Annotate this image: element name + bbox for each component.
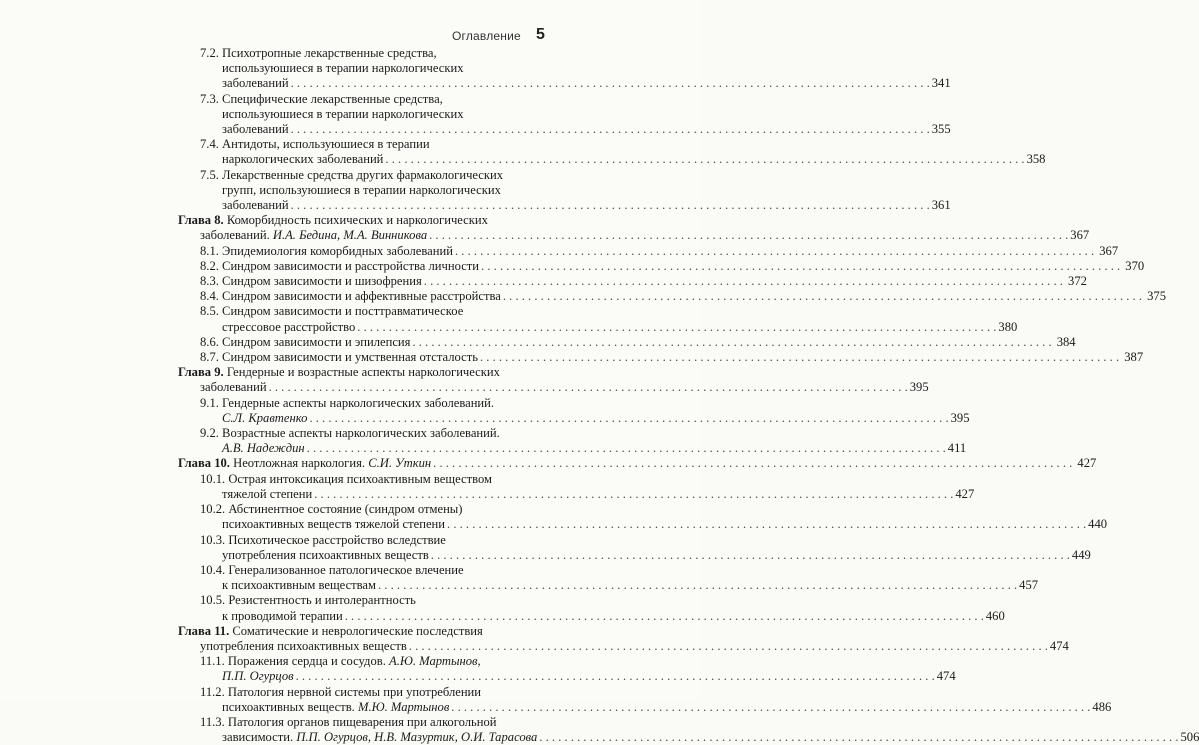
toc-page-number: 486 xyxy=(1092,699,1112,714)
toc-entry-line xyxy=(200,396,530,411)
toc-page-number: 506 xyxy=(1180,730,1199,745)
leader-dots xyxy=(433,456,1072,471)
toc-page-number: 395 xyxy=(909,380,929,395)
toc-chapter-entry[interactable] xyxy=(178,365,929,395)
toc-entry-last-line xyxy=(200,547,1091,563)
toc-chapter-entry[interactable] xyxy=(178,456,1097,471)
toc-entry-text: 8.5. Синдром зависимости и посттравматическое xyxy=(200,304,464,319)
toc-section-entry[interactable] xyxy=(178,274,1087,289)
toc-entry-text xyxy=(222,609,343,623)
toc-entry-text: 11.3. Патология органов пищеварения при алкогольной xyxy=(200,714,497,729)
toc-section-entry[interactable] xyxy=(178,334,1076,350)
toc-entry-last-line xyxy=(200,699,1112,715)
toc-entry-authors: М.Ю. Мартынов xyxy=(357,699,450,714)
toc-entry-line xyxy=(178,365,530,380)
toc-entry-text xyxy=(200,274,422,289)
toc-entry-last-line xyxy=(200,243,1119,259)
toc-section-entry[interactable] xyxy=(178,395,970,426)
toc-entry-text: заболеваний. xyxy=(200,228,270,243)
toc-entry-text: 9.2. Возрастные аспекты наркологических заболеваний. xyxy=(200,426,500,441)
toc-entry-text xyxy=(200,350,478,365)
toc-entry-text: зависимости. xyxy=(222,730,294,745)
toc-entry-text: 8.4. Синдром зависимости и аффективные расстройства xyxy=(200,289,501,304)
leader-dots xyxy=(296,669,935,683)
toc-entry-text: к психоактивным веществам xyxy=(222,578,376,593)
toc-page-number: 411 xyxy=(947,441,967,456)
toc-entry-text: 11.1. Поражения сердца и сосудов. xyxy=(200,654,386,669)
leader-dots xyxy=(481,259,1120,274)
leader-dots xyxy=(429,228,1068,242)
toc-entry-text xyxy=(222,152,383,166)
toc-entry-text xyxy=(222,76,289,90)
toc-entry-line xyxy=(200,563,530,578)
toc-section-entry[interactable] xyxy=(178,593,1005,623)
toc-entry-last-line xyxy=(200,122,951,137)
toc-page-number: 375 xyxy=(1147,289,1166,304)
toc-page-number: 358 xyxy=(1026,152,1046,167)
toc-page-number: 387 xyxy=(1124,350,1144,365)
toc-section-entry[interactable] xyxy=(178,167,951,214)
toc-entry-text: стрессовое расстройство xyxy=(222,319,356,334)
running-title: Оглавление xyxy=(452,29,521,43)
toc-entry-text xyxy=(222,578,376,592)
toc-page-number: 355 xyxy=(931,122,951,137)
toc-entry-text: 10.1. Острая интоксикация психоактивным веществом xyxy=(200,471,492,486)
toc-entry-authors: А.Ю. Мартынов, xyxy=(389,654,481,669)
toc-page-number: 341 xyxy=(931,76,951,91)
toc-page-number: 370 xyxy=(1125,258,1145,273)
chapter-label: Глава 11. xyxy=(178,623,230,638)
leader-dots xyxy=(480,350,1119,365)
toc-entry-last-line xyxy=(200,608,1005,624)
toc-section-entry[interactable] xyxy=(178,684,1112,715)
toc-section-entry[interactable] xyxy=(178,243,1119,259)
toc-entry-last-line xyxy=(200,578,1039,593)
leader-dots xyxy=(451,700,1090,714)
toc-entry-text: 10.2. Абстинентное состояние (синдром отмены) xyxy=(200,502,463,517)
toc-entry-line xyxy=(200,304,530,319)
toc-page-number: 384 xyxy=(1056,334,1076,349)
toc-entry-last-line xyxy=(200,441,967,456)
leader-dots xyxy=(378,578,1017,592)
toc-entry-text: 8.7. Синдром зависимости и умственная отсталость xyxy=(200,350,478,365)
toc-entry-text: Гендерные и возрастные аспекты наркологических xyxy=(226,365,500,380)
toc-entry-last-line xyxy=(178,638,1069,654)
toc-entry-line xyxy=(200,107,530,122)
toc-entry-last-line xyxy=(200,334,1076,350)
leader-dots xyxy=(314,487,953,501)
toc-entry-last-line xyxy=(200,350,1144,365)
toc-page-number: 361 xyxy=(931,198,951,213)
toc-entry-last-line xyxy=(200,274,1087,289)
toc-entry-line xyxy=(200,183,530,198)
toc-entry-authors: П.П. Огурцов xyxy=(222,669,294,684)
toc-entry-text: заболеваний xyxy=(222,76,289,91)
leader-dots xyxy=(345,609,984,623)
toc-entry-text xyxy=(178,456,431,471)
toc-entry-authors: П.П. Огурцов, Н.В. Мазуртик, О.И. Тарасова xyxy=(296,730,538,745)
leader-dots xyxy=(409,639,1048,653)
toc-entry-line xyxy=(200,502,530,517)
toc-entry-text xyxy=(222,700,449,714)
toc-entry-text xyxy=(222,198,289,212)
toc-page-number: 367 xyxy=(1070,228,1090,243)
toc-page-number: 395 xyxy=(950,410,970,425)
toc-entry-text: 7.5. Лекарственные средства других фармакологических xyxy=(200,167,504,182)
toc-entry-line xyxy=(200,533,530,548)
toc-entry-text xyxy=(200,380,267,394)
toc-entry-last-line xyxy=(178,228,1090,243)
toc-section-entry[interactable] xyxy=(178,471,975,502)
toc-chapter-entry[interactable] xyxy=(178,213,1090,243)
leader-dots xyxy=(539,730,1178,744)
toc-section-entry[interactable] xyxy=(178,502,1108,532)
toc-entry-last-line xyxy=(200,258,1145,274)
leader-dots xyxy=(269,380,908,394)
toc-page-number: 440 xyxy=(1088,517,1108,532)
toc-page-number: 474 xyxy=(936,669,956,684)
toc-entry-text: к проводимой терапии xyxy=(222,608,343,623)
chapter-label: Глава 10. xyxy=(178,456,230,471)
leader-dots xyxy=(357,320,996,334)
toc-section-entry[interactable] xyxy=(178,350,1144,365)
toc-section-entry[interactable] xyxy=(178,426,967,456)
toc-entry-last-line xyxy=(200,517,1108,532)
toc-entry-authors: И.А. Бедина, М.А. Винникова xyxy=(272,228,428,243)
leader-dots xyxy=(307,441,946,455)
toc-entry-authors: А.В. Надеждин xyxy=(222,441,305,456)
toc-entry-text: психоактивных веществ. xyxy=(222,699,355,714)
toc-entry-text: 10.4. Генерализованное патологическое влечение xyxy=(200,562,464,577)
leader-dots xyxy=(291,76,930,90)
toc-entry-text: наркологических заболеваний xyxy=(222,152,384,167)
toc-entry-last-line xyxy=(200,76,951,91)
toc-entry-text: 7.3. Специфические лекарственные средства, xyxy=(200,91,443,106)
toc-entry-line xyxy=(200,46,530,61)
toc-entry-text: заболеваний xyxy=(222,122,289,137)
toc-entry-text xyxy=(222,411,307,425)
toc-entry-text: 10.3. Психотическое расстройство вследствие xyxy=(200,532,446,547)
toc-entry-text xyxy=(200,335,410,350)
toc-entry-line xyxy=(200,654,530,669)
toc-section-entry[interactable] xyxy=(178,304,1018,334)
toc-entry-line xyxy=(200,685,530,700)
leader-dots xyxy=(385,152,1024,166)
toc-entry-text xyxy=(222,517,445,531)
table-of-contents xyxy=(178,46,1199,745)
chapter-label: Глава 9. xyxy=(178,365,224,380)
toc-entry-text: 8.2. Синдром зависимости и расстройства личности xyxy=(200,258,480,273)
toc-entry-last-line xyxy=(200,486,975,502)
toc-entry-text xyxy=(200,244,453,259)
toc-entry-text: Неотложная наркология. xyxy=(233,456,366,471)
toc-entry-line xyxy=(200,715,530,730)
toc-entry-line xyxy=(200,426,530,441)
toc-entry-last-line xyxy=(200,198,951,213)
toc-entry-line xyxy=(178,624,530,639)
toc-section-entry[interactable] xyxy=(178,654,956,684)
leader-dots xyxy=(291,198,930,212)
toc-entry-authors: С.И. Уткин xyxy=(368,456,432,471)
toc-entry-text: используюшиеся в терапии наркологических xyxy=(222,106,464,121)
toc-section-entry[interactable] xyxy=(178,258,1145,274)
toc-entry-text: заболеваний xyxy=(222,198,289,213)
toc-entry-text: 11.2. Патология нервной системы при употреблении xyxy=(200,684,482,699)
toc-page-number: 457 xyxy=(1019,578,1039,593)
toc-entry-line xyxy=(200,92,530,107)
toc-entry-last-line xyxy=(200,410,970,426)
toc-entry-text xyxy=(222,487,312,501)
toc-entry-text: 8.3. Синдром зависимости и шизофрения xyxy=(200,274,422,289)
toc-section-entry[interactable] xyxy=(178,562,1039,593)
toc-entry-last-line xyxy=(200,289,1166,304)
toc-chapter-entry[interactable] xyxy=(178,623,1069,654)
toc-entry-text: употребления психоактивных веществ xyxy=(222,547,429,562)
toc-entry-line xyxy=(200,168,530,183)
toc-page-number: 427 xyxy=(1077,456,1097,471)
toc-entry-text xyxy=(222,122,289,136)
toc-entry-line xyxy=(200,137,530,152)
toc-entry-text: Коморбидность психических и наркологических xyxy=(226,213,488,228)
chapter-label: Глава 8. xyxy=(178,213,224,228)
toc-entry-text: 7.2. Психотропные лекарственные средства, xyxy=(200,46,437,60)
toc-entry-authors: С.Л. Кравтенко xyxy=(222,410,308,425)
toc-entry-line xyxy=(200,593,530,608)
toc-entry-text xyxy=(222,441,305,455)
toc-entry-text xyxy=(200,228,427,242)
toc-entry-text: 8.6. Синдром зависимости и эпилепсия xyxy=(200,334,411,349)
toc-entry-text: 10.5. Резистентность и интолерантность xyxy=(200,593,416,608)
toc-entry-text xyxy=(222,320,355,334)
toc-entry-text: Соматические и неврологические последствия xyxy=(232,623,483,638)
toc-entry-text: психоактивных веществ тяжелой степени xyxy=(222,517,446,532)
toc-page-number: 460 xyxy=(985,608,1005,623)
toc-entry-text: используюшиеся в терапии наркологических xyxy=(222,61,464,76)
toc-entry-text: заболеваний xyxy=(200,380,267,395)
toc-section-entry[interactable] xyxy=(178,714,1199,745)
leader-dots xyxy=(412,335,1051,350)
toc-entry-text: тяжелой степени xyxy=(222,486,313,501)
toc-entry-last-line xyxy=(178,380,929,395)
toc-entry-text xyxy=(222,669,294,683)
toc-entry-text: 7.4. Антидоты, используюшиеся в терапии xyxy=(200,137,430,152)
toc-section-entry[interactable] xyxy=(178,532,1091,563)
toc-entry-text: 9.1. Гендерные аспекты наркологических заболеваний. xyxy=(200,395,495,410)
toc-entry-last-line xyxy=(200,669,956,684)
leader-dots xyxy=(424,274,1063,289)
page-number: 5 xyxy=(536,26,545,43)
toc-section-entry[interactable] xyxy=(178,91,951,138)
toc-entry-last-line xyxy=(200,152,1046,167)
toc-entry-text: групп, используюшиеся в терапии наркологических xyxy=(222,182,501,197)
leader-dots xyxy=(291,122,930,136)
toc-page-number: 427 xyxy=(955,486,975,501)
leader-dots xyxy=(503,289,1142,304)
toc-page-number: 372 xyxy=(1068,274,1087,289)
toc-page-number: 449 xyxy=(1071,547,1091,562)
toc-entry-text: 8.1. Эпидемиология коморбидных заболеваний xyxy=(200,243,453,258)
toc-entry-text xyxy=(200,289,501,304)
toc-section-entry[interactable] xyxy=(178,137,1046,167)
leader-dots xyxy=(431,548,1070,562)
toc-page-number: 380 xyxy=(998,319,1018,334)
toc-entry-last-line xyxy=(200,730,1199,745)
toc-entry-text xyxy=(200,259,479,274)
toc-entry-text: употребления психоактивных веществ xyxy=(200,638,407,653)
toc-entry-last-line xyxy=(200,319,1018,335)
leader-dots xyxy=(447,517,1086,531)
toc-entry-text xyxy=(222,548,429,562)
toc-page-number: 474 xyxy=(1049,638,1069,653)
toc-section-entry[interactable] xyxy=(178,46,951,92)
toc-entry-text xyxy=(222,730,537,744)
toc-entry-line xyxy=(200,61,530,76)
toc-entry-last-line xyxy=(178,456,1097,471)
toc-entry-line xyxy=(200,472,530,487)
leader-dots xyxy=(455,244,1094,259)
toc-entry-text xyxy=(200,639,407,653)
toc-page-number: 367 xyxy=(1099,243,1119,258)
leader-dots xyxy=(309,411,948,425)
toc-entry-line xyxy=(178,213,530,228)
toc-section-entry[interactable] xyxy=(178,289,1166,304)
